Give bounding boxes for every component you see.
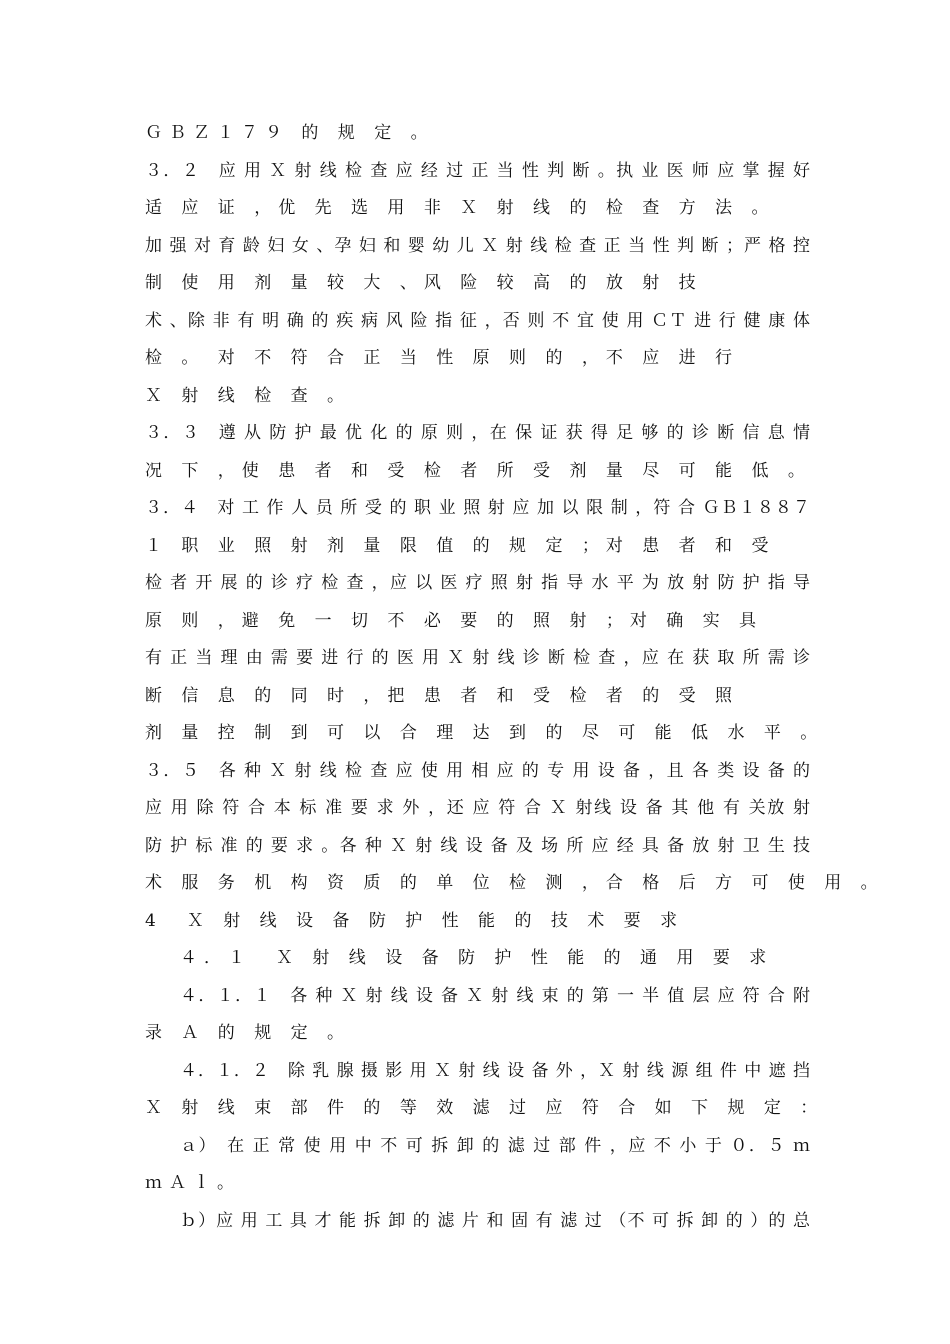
text-line: 适 应 证 ，优 先 选 用 非 Ｘ 射 线 的 检 查 方 法 。	[145, 198, 776, 218]
text-line: Ｘ 射 线 检 查 。	[145, 386, 352, 406]
list-item: ｂ）应 用 工 具 才 能 拆 卸 的 滤 片 和 固 有 滤 过 （不 可 拆 卸 的 ）的 总	[180, 1211, 810, 1231]
text-line: 制 使 用 剂 量 较 大 、风 险 较 高 的 放 射 技	[145, 273, 703, 293]
text-line: 检 。 对 不 符 合 正 当 性 原 则 的 ，不 应 进 行	[145, 348, 740, 368]
text-line: 检 者 开 展 的 诊 疗 检 查 ，应 以 医 疗 照 射 指 导 水 平 为 放 射 防 护 指 导	[145, 573, 811, 593]
text-line: 应 用 除 符 合 本 标 准 要 求 外 ，还 应 符 合 Ｘ 射线 设 备 其 他 有 关放 射	[145, 798, 810, 818]
text-line: ４．１．２ 除 乳 腺 摄 影 用 Ｘ 射 线 设 备 外 ，Ｘ 射 线 源 组 件 中 遮 挡	[180, 1061, 810, 1081]
text-line: Ｘ 射 线 束 部 件 的 等 效 滤 过 应 符 合 如 下 规 定 ：	[145, 1098, 825, 1118]
text-line: ＧＢＺ１７９ 的 规 定 。	[145, 123, 435, 143]
text-line: 术 服 务 机 构 资 质 的 单 位 检 测 ，合 格 后 方 可 使 用 。	[145, 873, 885, 893]
text-line: １ 职 业 照 射 剂 量 限 值 的 规 定 ；对 患 者 和 受	[145, 536, 776, 556]
text-line: ３．４ 对 工 作 人 员 所 受 的 职 业 照 射 应 加 以 限 制 ，符 合 ＧＢ１８８７	[145, 498, 810, 518]
section-heading: 4 Ｘ 射 线 设 备 防 护 性 能 的 技 术 要 求	[145, 911, 685, 931]
text-line: 术 、除 非 有 明 确 的 疾 病 风 险 指 征 ，否 则 不 宜 使 用 ＣＴ 进 行 健 康 体	[145, 311, 810, 331]
text-line: 录 Ａ 的 规 定 。	[145, 1023, 352, 1043]
text-line: 有 正 当 理 由 需 要 进 行 的 医 用 Ｘ 射 线 诊 断 检 查 ，应 在 获 取 所 需 诊	[145, 648, 810, 668]
subsection-heading: ４．１ Ｘ 射 线 设 备 防 护 性 能 的 通 用 要 求	[180, 948, 774, 968]
text-line: ４．１．１ 各 种 Ｘ 射 线 设 备 Ｘ 射 线 束 的 第 一 半 值 层 应 符 合 附	[180, 986, 810, 1006]
text-line: 剂 量 控 制 到 可 以 合 理 达 到 的 尽 可 能 低 水 平 。	[145, 723, 825, 743]
text-line: 原 则 ，避 免 一 切 不 必 要 的 照 射 ；对 确 实 具	[145, 611, 764, 631]
text-line: ３．３ 遵 从 防 护 最 优 化 的 原 则 ，在 保 证 获 得 足 够 的 诊 断 信 息 情	[145, 423, 810, 443]
text-line: ３．５ 各 种 Ｘ 射 线 检 查 应 使 用 相 应 的 专 用 设 备 ，且 各 类 设 备 的	[145, 761, 810, 781]
text-line: 断 信 息 的 同 时 ，把 患 者 和 受 检 者 的 受 照	[145, 686, 740, 706]
list-item: ａ） 在 正 常 使 用 中 不 可 拆 卸 的 滤 过 部 件 ，应 不 小 于 ０．５ ｍ	[180, 1136, 810, 1156]
text-line: ３．２ 应 用 Ｘ 射 线 检 查 应 经 过 正 当 性 判 断 。执 业 医 师 应 掌 握 好	[145, 161, 810, 181]
text-line: 加 强 对 育 龄 妇 女 、孕 妇 和 婴 幼 儿 Ｘ 射 线 检 查 正 当 性 判 断 ；严 格 控	[145, 236, 810, 256]
text-line: 况 下 ，使 患 者 和 受 检 者 所 受 剂 量 尽 可 能 低 。	[145, 461, 812, 481]
text-line: 防 护 标 准 的 要 求 。各 种 Ｘ 射 线 设 备 及 场 所 应 经 具 备 放 射 卫 生 技	[145, 836, 811, 856]
text-line: ｍＡｌ。	[145, 1173, 241, 1193]
